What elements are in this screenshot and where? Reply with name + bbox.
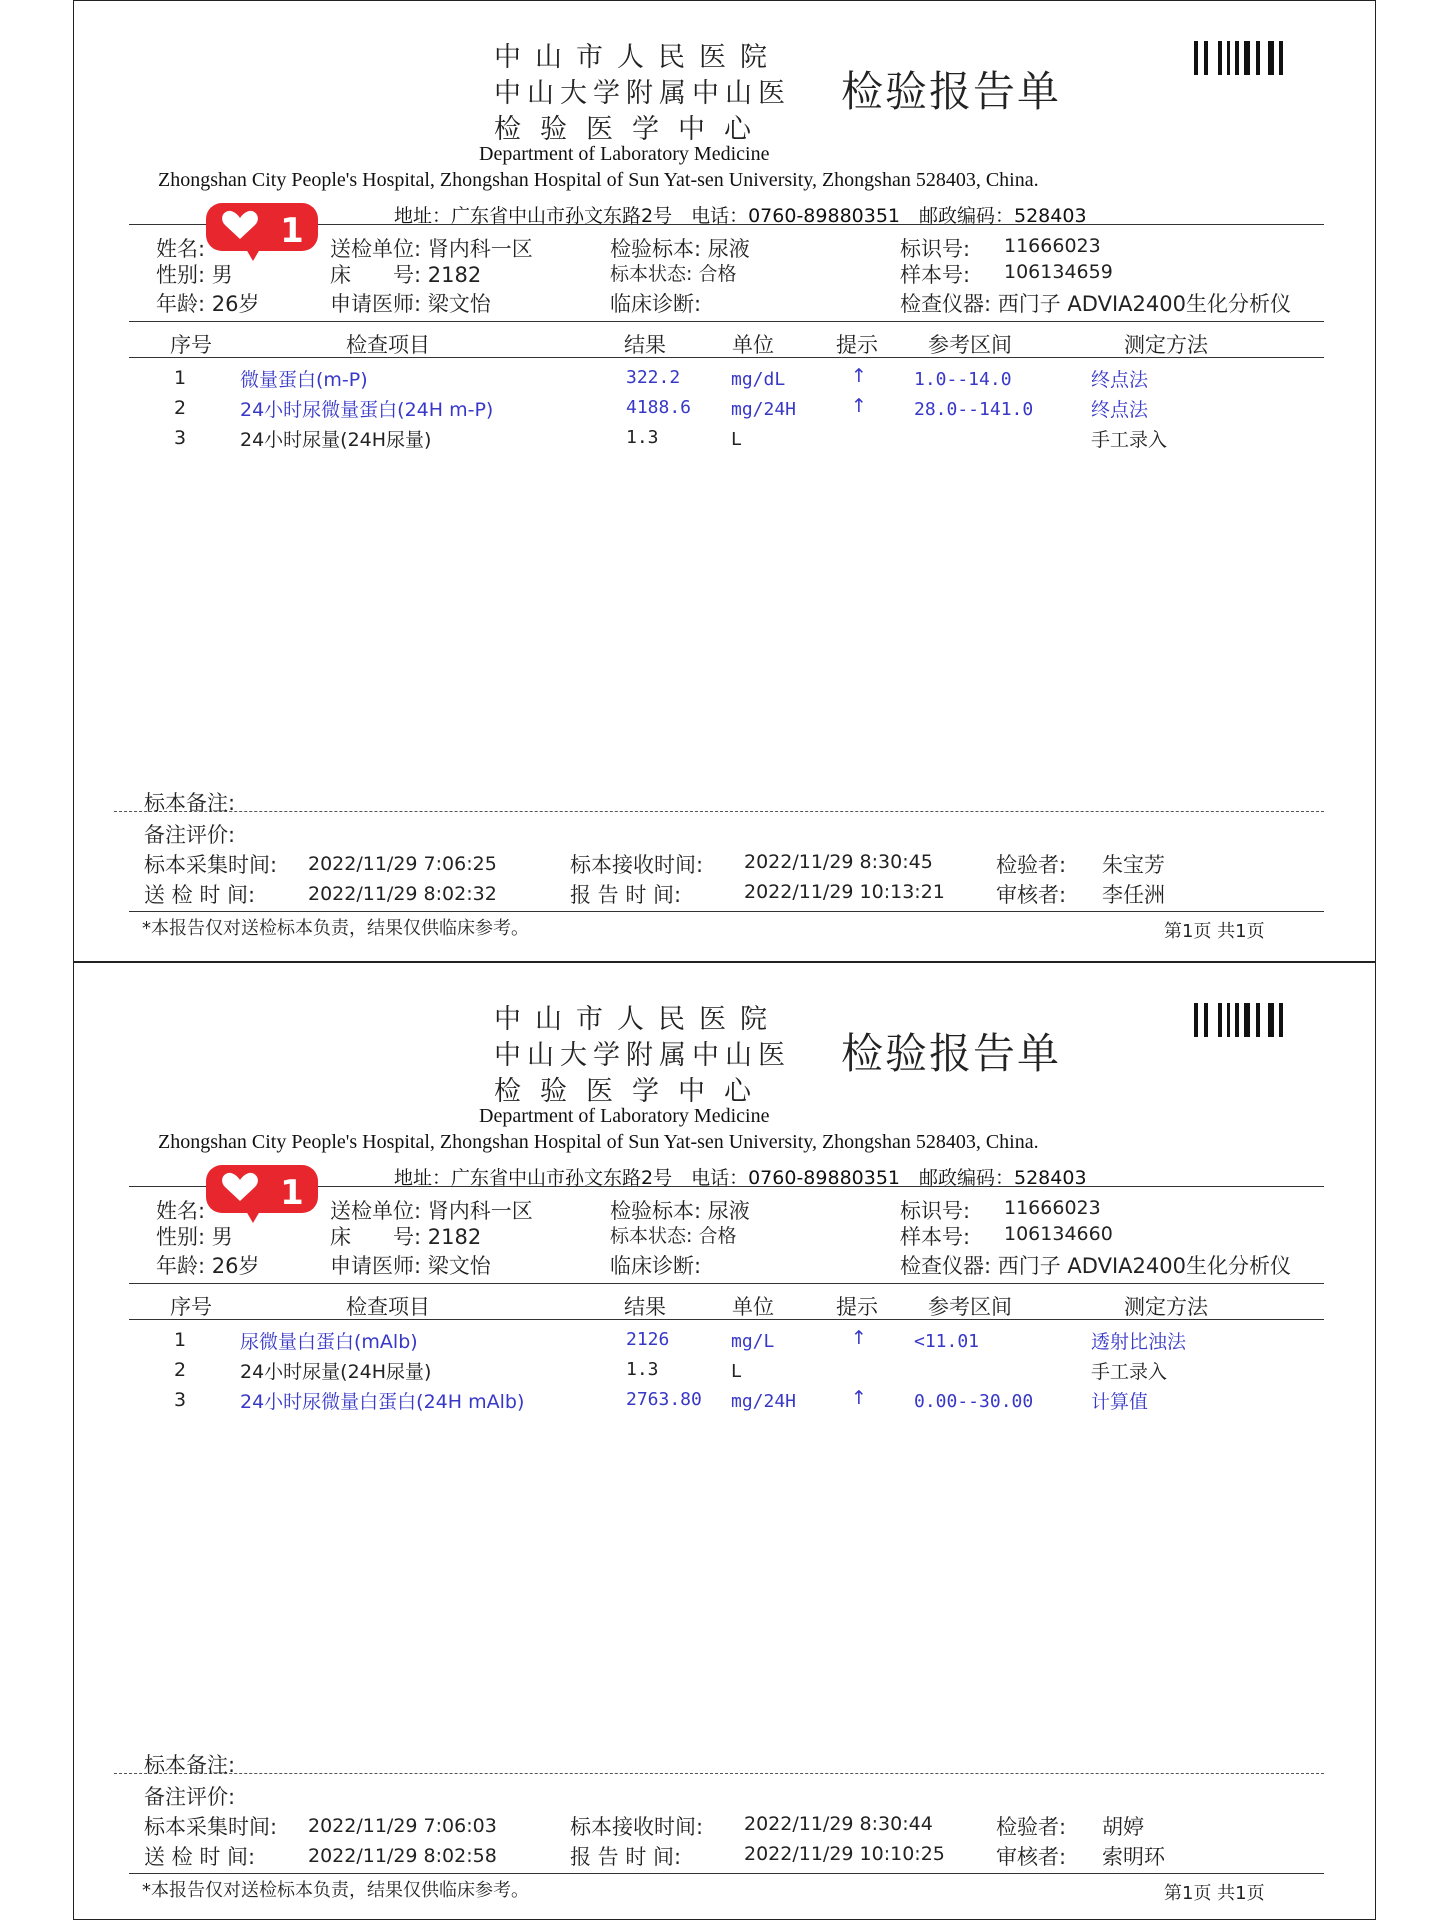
- diagnosis: 临床诊断:: [610, 292, 702, 316]
- arrow-up-icon: ↑: [851, 1387, 867, 1409]
- col-method: 测定方法: [1124, 333, 1208, 357]
- table-row-item: 24小时尿量(24H尿量): [240, 1361, 432, 1383]
- like-notification-badge: [204, 1161, 322, 1225]
- table-row-no: 1: [174, 367, 187, 389]
- col-flag: 提示: [836, 1295, 878, 1319]
- bed: 床 号: 2182: [330, 263, 482, 287]
- table-row-item: 24小时尿微量白蛋白(24H mAlb): [240, 1391, 525, 1413]
- table-row-no: 1: [174, 1329, 187, 1351]
- hospital-name-2: 中山大学附属中山医: [494, 78, 791, 109]
- receive-label: 标本接收时间:: [570, 853, 704, 877]
- collect-time: 2022/11/29 7:06:03: [308, 1815, 497, 1837]
- sample-label: 样本号:: [900, 263, 971, 287]
- sex: 性别: 男: [156, 263, 233, 287]
- col-method: 测定方法: [1124, 1295, 1208, 1319]
- table-row-method: 终点法: [1091, 399, 1149, 421]
- hospital-name-3: 检验医学中心: [494, 1076, 770, 1107]
- table-row-item: 微量蛋白(m-P): [240, 369, 368, 391]
- table-row-item: 24小时尿量(24H尿量): [240, 429, 432, 451]
- table-row-method: 计算值: [1091, 1391, 1149, 1413]
- tester-label: 检验者:: [996, 1815, 1067, 1839]
- disclaimer: *本报告仅对送检标本负责，结果仅供临床参考。: [142, 918, 529, 939]
- send-label: 送 检 时 间:: [144, 883, 256, 907]
- id-label: 标识号:: [900, 237, 971, 261]
- table-row-item: 24小时尿微量蛋白(24H m-P): [240, 399, 494, 421]
- receive-time: 2022/11/29 8:30:44: [744, 1813, 933, 1835]
- table-row-unit: L: [731, 429, 742, 450]
- collect-label: 标本采集时间:: [144, 853, 278, 877]
- age: 年龄: 26岁: [156, 292, 260, 316]
- table-row-no: 3: [174, 427, 187, 449]
- table-row-result: 1.3: [626, 1359, 659, 1380]
- reviewer-name: 索明环: [1102, 1845, 1165, 1869]
- page-indicator: 第1页 共1页: [1164, 921, 1265, 942]
- address: 地址：广东省中山市孙文东路2号 电话：0760-89880351 邮政编码：528403: [394, 1167, 1087, 1189]
- table-row-item: 尿微量白蛋白(mAlb): [240, 1331, 418, 1353]
- specimen-remark: 标本备注:: [144, 791, 236, 815]
- sample-no: 106134660: [1004, 1223, 1113, 1245]
- specimen-state: 标本状态: 合格: [610, 1225, 737, 1247]
- table-row-method: 透射比浊法: [1091, 1331, 1187, 1353]
- send-time: 2022/11/29 8:02:32: [308, 883, 497, 905]
- table-row-ref: 0.00--30.00: [914, 1391, 1034, 1412]
- send-label: 送 检 时 间:: [144, 1845, 256, 1869]
- svg-text:1: 1: [280, 211, 304, 251]
- table-row-method: 手工录入: [1091, 429, 1168, 451]
- dept: 送检单位: 肾内科一区: [330, 237, 533, 261]
- col-item: 检查项目: [346, 1295, 430, 1319]
- address: 地址：广东省中山市孙文东路2号 电话：0760-89880351 邮政编码：528403: [394, 205, 1087, 227]
- table-row-result: 4188.6: [626, 397, 692, 418]
- table-row-ref: 28.0--141.0: [914, 399, 1034, 420]
- table-row-result: 2126: [626, 1329, 670, 1350]
- diagnosis: 临床诊断:: [610, 1254, 702, 1278]
- table-row-method: 终点法: [1091, 369, 1149, 391]
- table-row-result: 2763.80: [626, 1389, 702, 1410]
- specimen: 检验标本: 尿液: [610, 237, 750, 261]
- barcode-icon: [1194, 1003, 1283, 1037]
- arrow-up-icon: ↑: [851, 1327, 867, 1349]
- table-row-result: 322.2: [626, 367, 681, 388]
- table-row-unit: mg/L: [731, 1331, 775, 1352]
- table-row-unit: L: [731, 1361, 742, 1382]
- receive-label: 标本接收时间:: [570, 1815, 704, 1839]
- hospital-name-3: 检验医学中心: [494, 114, 770, 145]
- receive-time: 2022/11/29 8:30:45: [744, 851, 933, 873]
- hospital-name-1: 中山市人民医院: [494, 1004, 781, 1035]
- report-time: 2022/11/29 10:13:21: [744, 881, 945, 903]
- hospital-en: Zhongshan City People's Hospital, Zhongshan Hospital of Sun Yat-sen University, Zhongshan 528403, China.: [158, 169, 1039, 191]
- col-ref: 参考区间: [928, 1295, 1012, 1319]
- hospital-name-2: 中山大学附属中山医: [494, 1040, 791, 1071]
- table-row-result: 1.3: [626, 427, 659, 448]
- id-label: 标识号:: [900, 1199, 971, 1223]
- col-no: 序号: [170, 333, 212, 357]
- col-result: 结果: [624, 1295, 666, 1319]
- id-no: 11666023: [1004, 1197, 1101, 1219]
- col-item: 检查项目: [346, 333, 430, 357]
- report-title: 检验报告单: [841, 67, 1062, 116]
- sample-label: 样本号:: [900, 1225, 971, 1249]
- doctor: 申请医师: 梁文怡: [330, 1254, 491, 1278]
- dept-en: Department of Laboratory Medicine: [479, 1105, 770, 1127]
- col-unit: 单位: [732, 333, 774, 357]
- name-label: 姓名:: [156, 1199, 206, 1223]
- arrow-up-icon: ↑: [851, 365, 867, 387]
- col-ref: 参考区间: [928, 333, 1012, 357]
- doctor: 申请医师: 梁文怡: [330, 292, 491, 316]
- table-row-unit: mg/24H: [731, 1391, 797, 1412]
- instrument: 检查仪器: 西门子 ADVIA2400生化分析仪: [900, 292, 1291, 316]
- specimen-remark: 标本备注:: [144, 1753, 236, 1777]
- reviewer-label: 审核者:: [996, 883, 1067, 907]
- id-no: 11666023: [1004, 235, 1101, 257]
- table-row-unit: mg/dL: [731, 369, 786, 390]
- sample-no: 106134659: [1004, 261, 1113, 283]
- collect-time: 2022/11/29 7:06:25: [308, 853, 497, 875]
- page-indicator: 第1页 共1页: [1164, 1883, 1265, 1904]
- barcode-icon: [1194, 41, 1283, 75]
- instrument: 检查仪器: 西门子 ADVIA2400生化分析仪: [900, 1254, 1291, 1278]
- report-page-1: [73, 0, 1376, 962]
- col-no: 序号: [170, 1295, 212, 1319]
- report-label: 报 告 时 间:: [570, 1845, 682, 1869]
- hospital-en: Zhongshan City People's Hospital, Zhongshan Hospital of Sun Yat-sen University, Zhongshan 528403, China.: [158, 1131, 1039, 1153]
- bed: 床 号: 2182: [330, 1225, 482, 1249]
- comment-label: 备注评价:: [144, 1785, 236, 1809]
- tester-name: 朱宝芳: [1102, 853, 1165, 877]
- col-unit: 单位: [732, 1295, 774, 1319]
- svg-text:1: 1: [280, 1173, 304, 1213]
- tester-label: 检验者:: [996, 853, 1067, 877]
- hospital-name-1: 中山市人民医院: [494, 42, 781, 73]
- dept: 送检单位: 肾内科一区: [330, 1199, 533, 1223]
- report-page-2: [73, 962, 1376, 1920]
- table-row-ref: 1.0--14.0: [914, 369, 1012, 390]
- table-row-no: 3: [174, 1389, 187, 1411]
- comment-label: 备注评价:: [144, 823, 236, 847]
- table-row-no: 2: [174, 397, 187, 419]
- like-notification-badge: [204, 199, 322, 263]
- sex: 性别: 男: [156, 1225, 233, 1249]
- tester-name: 胡婷: [1102, 1815, 1144, 1839]
- specimen: 检验标本: 尿液: [610, 1199, 750, 1223]
- report-time: 2022/11/29 10:10:25: [744, 1843, 945, 1865]
- reviewer-label: 审核者:: [996, 1845, 1067, 1869]
- disclaimer: *本报告仅对送检标本负责，结果仅供临床参考。: [142, 1880, 529, 1901]
- arrow-up-icon: ↑: [851, 395, 867, 417]
- report-title: 检验报告单: [841, 1029, 1062, 1078]
- col-flag: 提示: [836, 333, 878, 357]
- col-result: 结果: [624, 333, 666, 357]
- name-label: 姓名:: [156, 237, 206, 261]
- table-row-no: 2: [174, 1359, 187, 1381]
- reviewer-name: 李任洲: [1102, 883, 1165, 907]
- age: 年龄: 26岁: [156, 1254, 260, 1278]
- specimen-state: 标本状态: 合格: [610, 263, 737, 285]
- send-time: 2022/11/29 8:02:58: [308, 1845, 497, 1867]
- table-row-method: 手工录入: [1091, 1361, 1168, 1383]
- report-label: 报 告 时 间:: [570, 883, 682, 907]
- collect-label: 标本采集时间:: [144, 1815, 278, 1839]
- table-row-ref: <11.01: [914, 1331, 980, 1352]
- dept-en: Department of Laboratory Medicine: [479, 143, 770, 165]
- table-row-unit: mg/24H: [731, 399, 797, 420]
